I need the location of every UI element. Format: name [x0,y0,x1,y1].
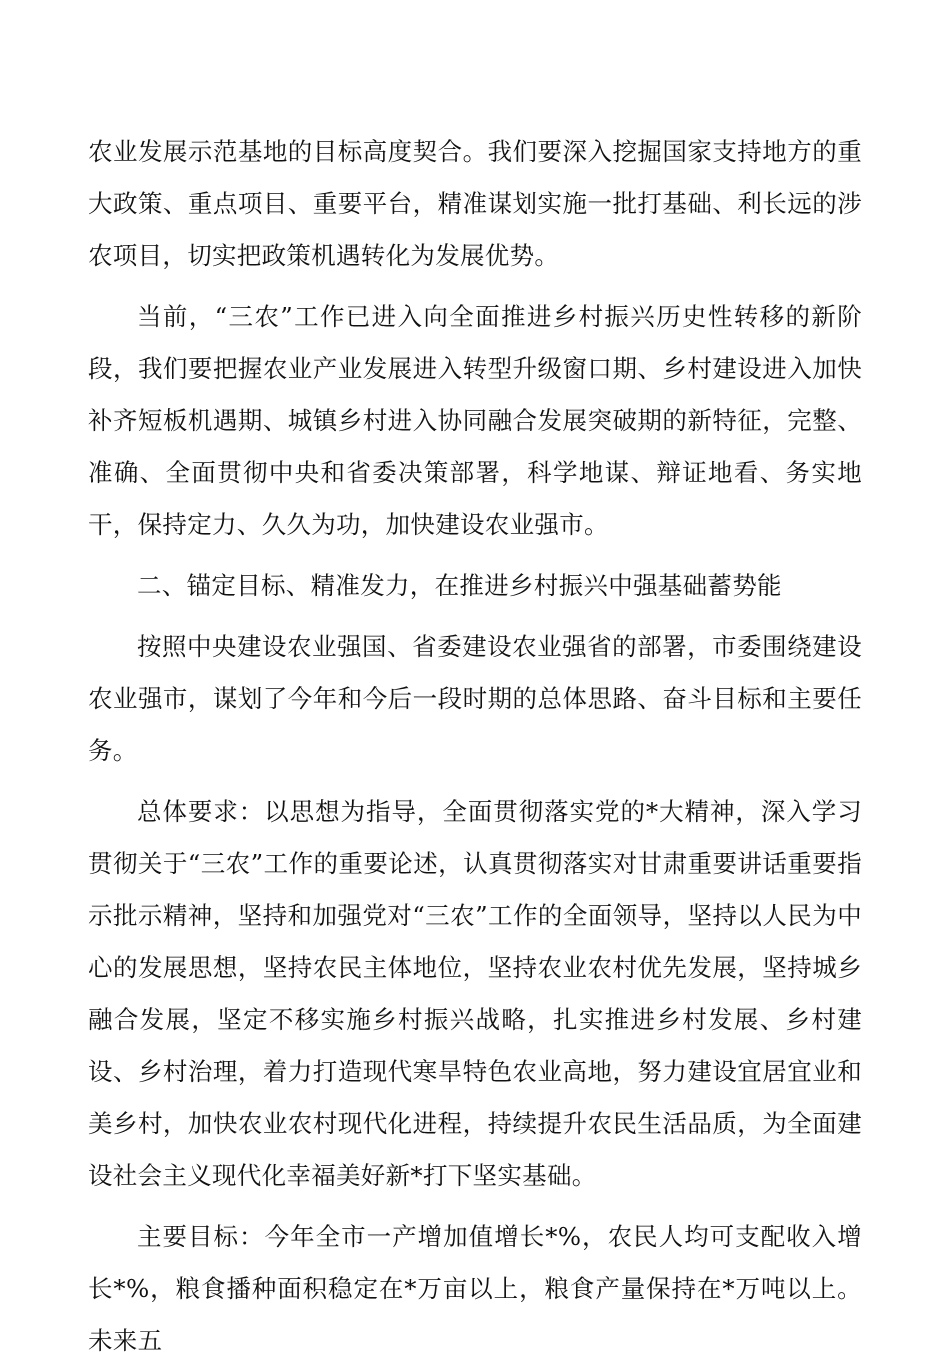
document-page [88,126,862,1367]
paragraph-continuation: 农业发展示范基地的目标高度契合。我们要深入挖掘国家支持地方的重大政策、重点项目、重要平台，精准谋划实施一批打基础、利长远的涉农项目，切实把政策机遇转化为发展优势。 [88,137,862,270]
paragraph-current-stage: 当前，“三农”工作已进入向全面推进乡村振兴历史性转移的新阶段，我们要把握农业产业发展进入转型升级窗口期、乡村建设进入加快补齐短板机遇期、城镇乡村进入协同融合发展突破期的新特征，完整、准确、全面贯彻中央和省委决策部署，科学地谋、辩证地看、务实地干，保持定力、久久为功，加快建设农业强市。 [88,302,862,539]
paragraph-deployment: 按照中央建设农业强国、省委建设农业强省的部署，市委围绕建设农业强市，谋划了今年和今后一段时期的总体思路、奋斗目标和主要任务。 [88,632,862,765]
paragraph-main-targets: 主要目标：今年全市一产增加值增长*%，农民人均可支配收入增长*%，粮食播种面积稳定在*万亩以上，粮食产量保持在*万吨以上。未来五 [88,1222,862,1355]
paragraph-overall-requirements: 总体要求：以思想为指导，全面贯彻落实党的*大精神，深入学习贯彻关于“三农”工作的重要论述，认真贯彻落实对甘肃重要讲话重要指示批示精神，坚持和加强党对“三农”工作的全面领导，坚持以人民为中心的发展思想，坚持农民主体地位，坚持农业农村优先发展，坚持城乡融合发展，坚定不移实施乡村振兴战略，扎实推进乡村发展、乡村建设、乡村治理，着力打造现代寒旱特色农业高地，努力建设宜居宜业和美乡村，加快农业农村现代化进程，持续提升农民生活品质，为全面建设社会主义现代化幸福美好新*打下坚实基础。 [88,797,862,1190]
section-heading: 二、锚定目标、精准发力，在推进乡村振兴中强基础蓄势能 [137,571,782,600]
